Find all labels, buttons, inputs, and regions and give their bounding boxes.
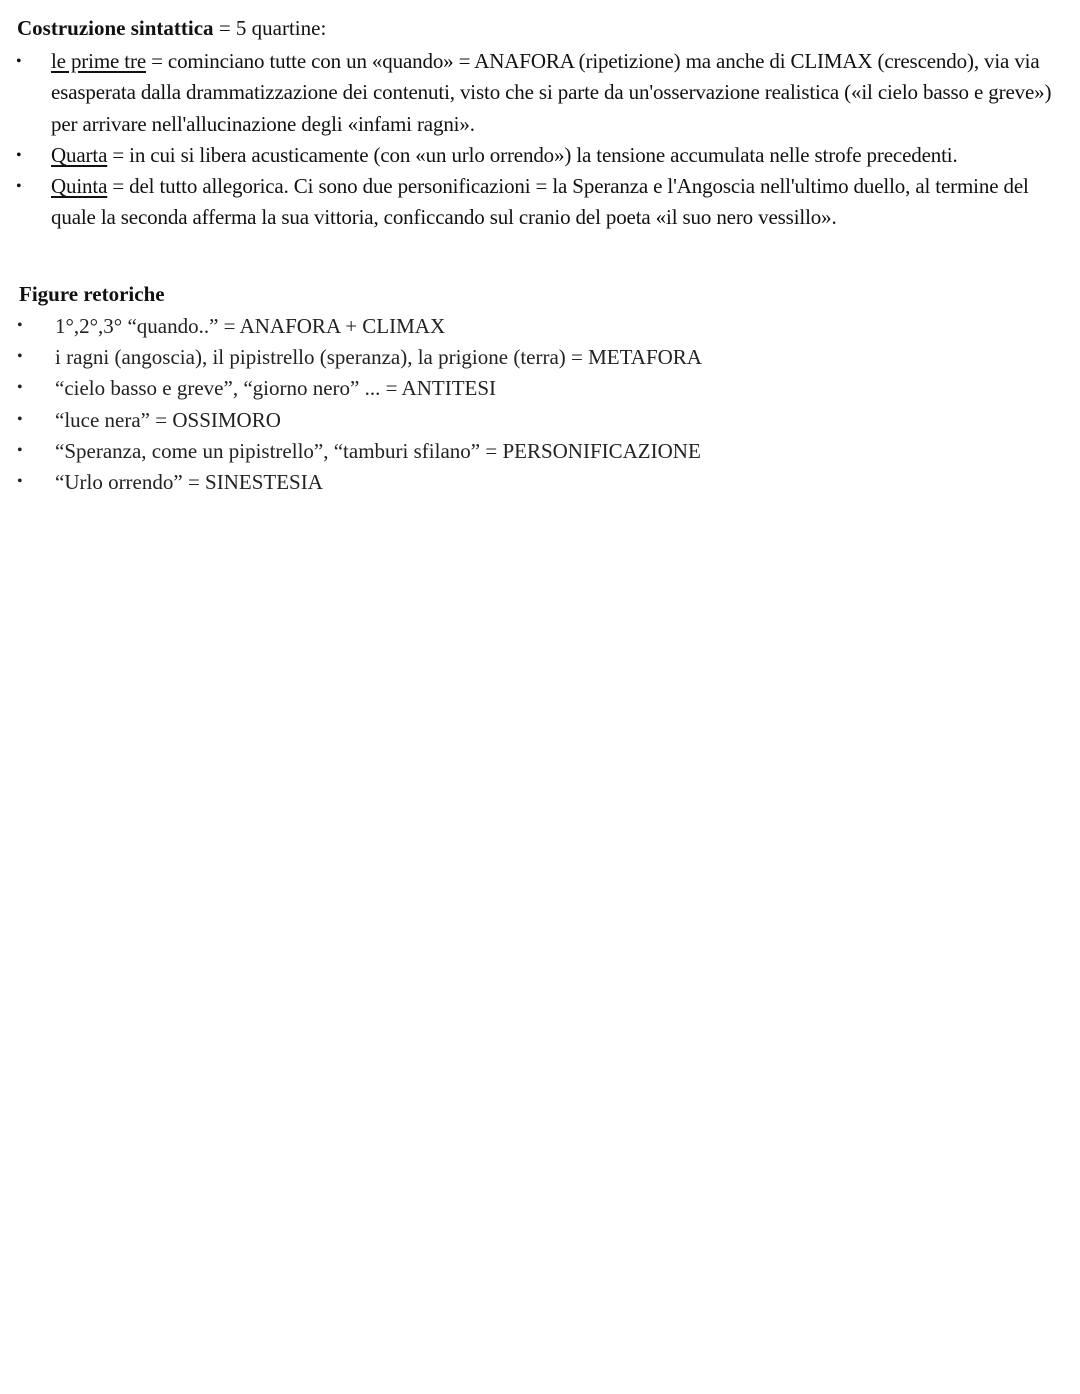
bullet-dot: • bbox=[16, 53, 22, 70]
figure-item-text: “cielo basso e greve”, “giorno nero” ... = ANTITESI bbox=[55, 376, 497, 400]
bullet-dot: • bbox=[17, 473, 23, 490]
figure-item-text: “Speranza, come un pipistrello”, “tamburi sfilano” = PERSONIFICAZIONE bbox=[55, 439, 701, 463]
item-text: = cominciano tutte con un «quando» = ANAFORA (ripetizione) ma anche di CLIMAX (crescendo), via via esasperata dalla drammatizzazione dei contenuti, visto che si parte da un'osservazione realistica («il cielo basso e greve») per arrivare nell'allucinazione degli «infami ragni». bbox=[51, 49, 1052, 136]
item-label: le prime tre bbox=[51, 49, 146, 73]
figure-heading bbox=[19, 280, 165, 308]
figure-item-text: “Urlo orrendo” = SINESTESIA bbox=[55, 470, 323, 494]
bullet-dot: • bbox=[17, 411, 23, 428]
bullet-dot: • bbox=[16, 147, 22, 164]
bullet-dot: • bbox=[17, 317, 23, 334]
costruzione-heading-rest: = 5 quartine: bbox=[213, 16, 327, 40]
figure-item-text: i ragni (angoscia), il pipistrello (speranza), la prigione (terra) = METAFORA bbox=[55, 345, 702, 369]
bullet-dot: • bbox=[17, 379, 23, 396]
item-label: Quarta bbox=[51, 143, 108, 167]
figure-item-text: 1°,2°,3° “quando..” = ANAFORA + CLIMAX bbox=[55, 314, 446, 338]
costruzione-heading bbox=[17, 14, 326, 42]
costruzione-heading-bold: Costruzione sintattica bbox=[17, 16, 214, 40]
figure-heading-text: Figure retoriche bbox=[19, 282, 165, 306]
item-label: Quinta bbox=[51, 174, 108, 198]
figure-item-text: “luce nera” = OSSIMORO bbox=[55, 408, 281, 432]
bullet-dot: • bbox=[17, 442, 23, 459]
item-text: = del tutto allegorica. Ci sono due personificazioni = la Speranza e l'Angoscia nell'ultimo duello, al termine del quale la seconda afferma la sua vittoria, conficcando sul cranio del poeta «il suo nero vessillo». bbox=[51, 174, 1029, 230]
bullet-dot: • bbox=[16, 178, 22, 195]
bullet-dot: • bbox=[17, 348, 23, 365]
item-text: = in cui si libera acusticamente (con «un urlo orrendo») la tensione accumulata nelle strofe precedenti. bbox=[107, 143, 958, 167]
